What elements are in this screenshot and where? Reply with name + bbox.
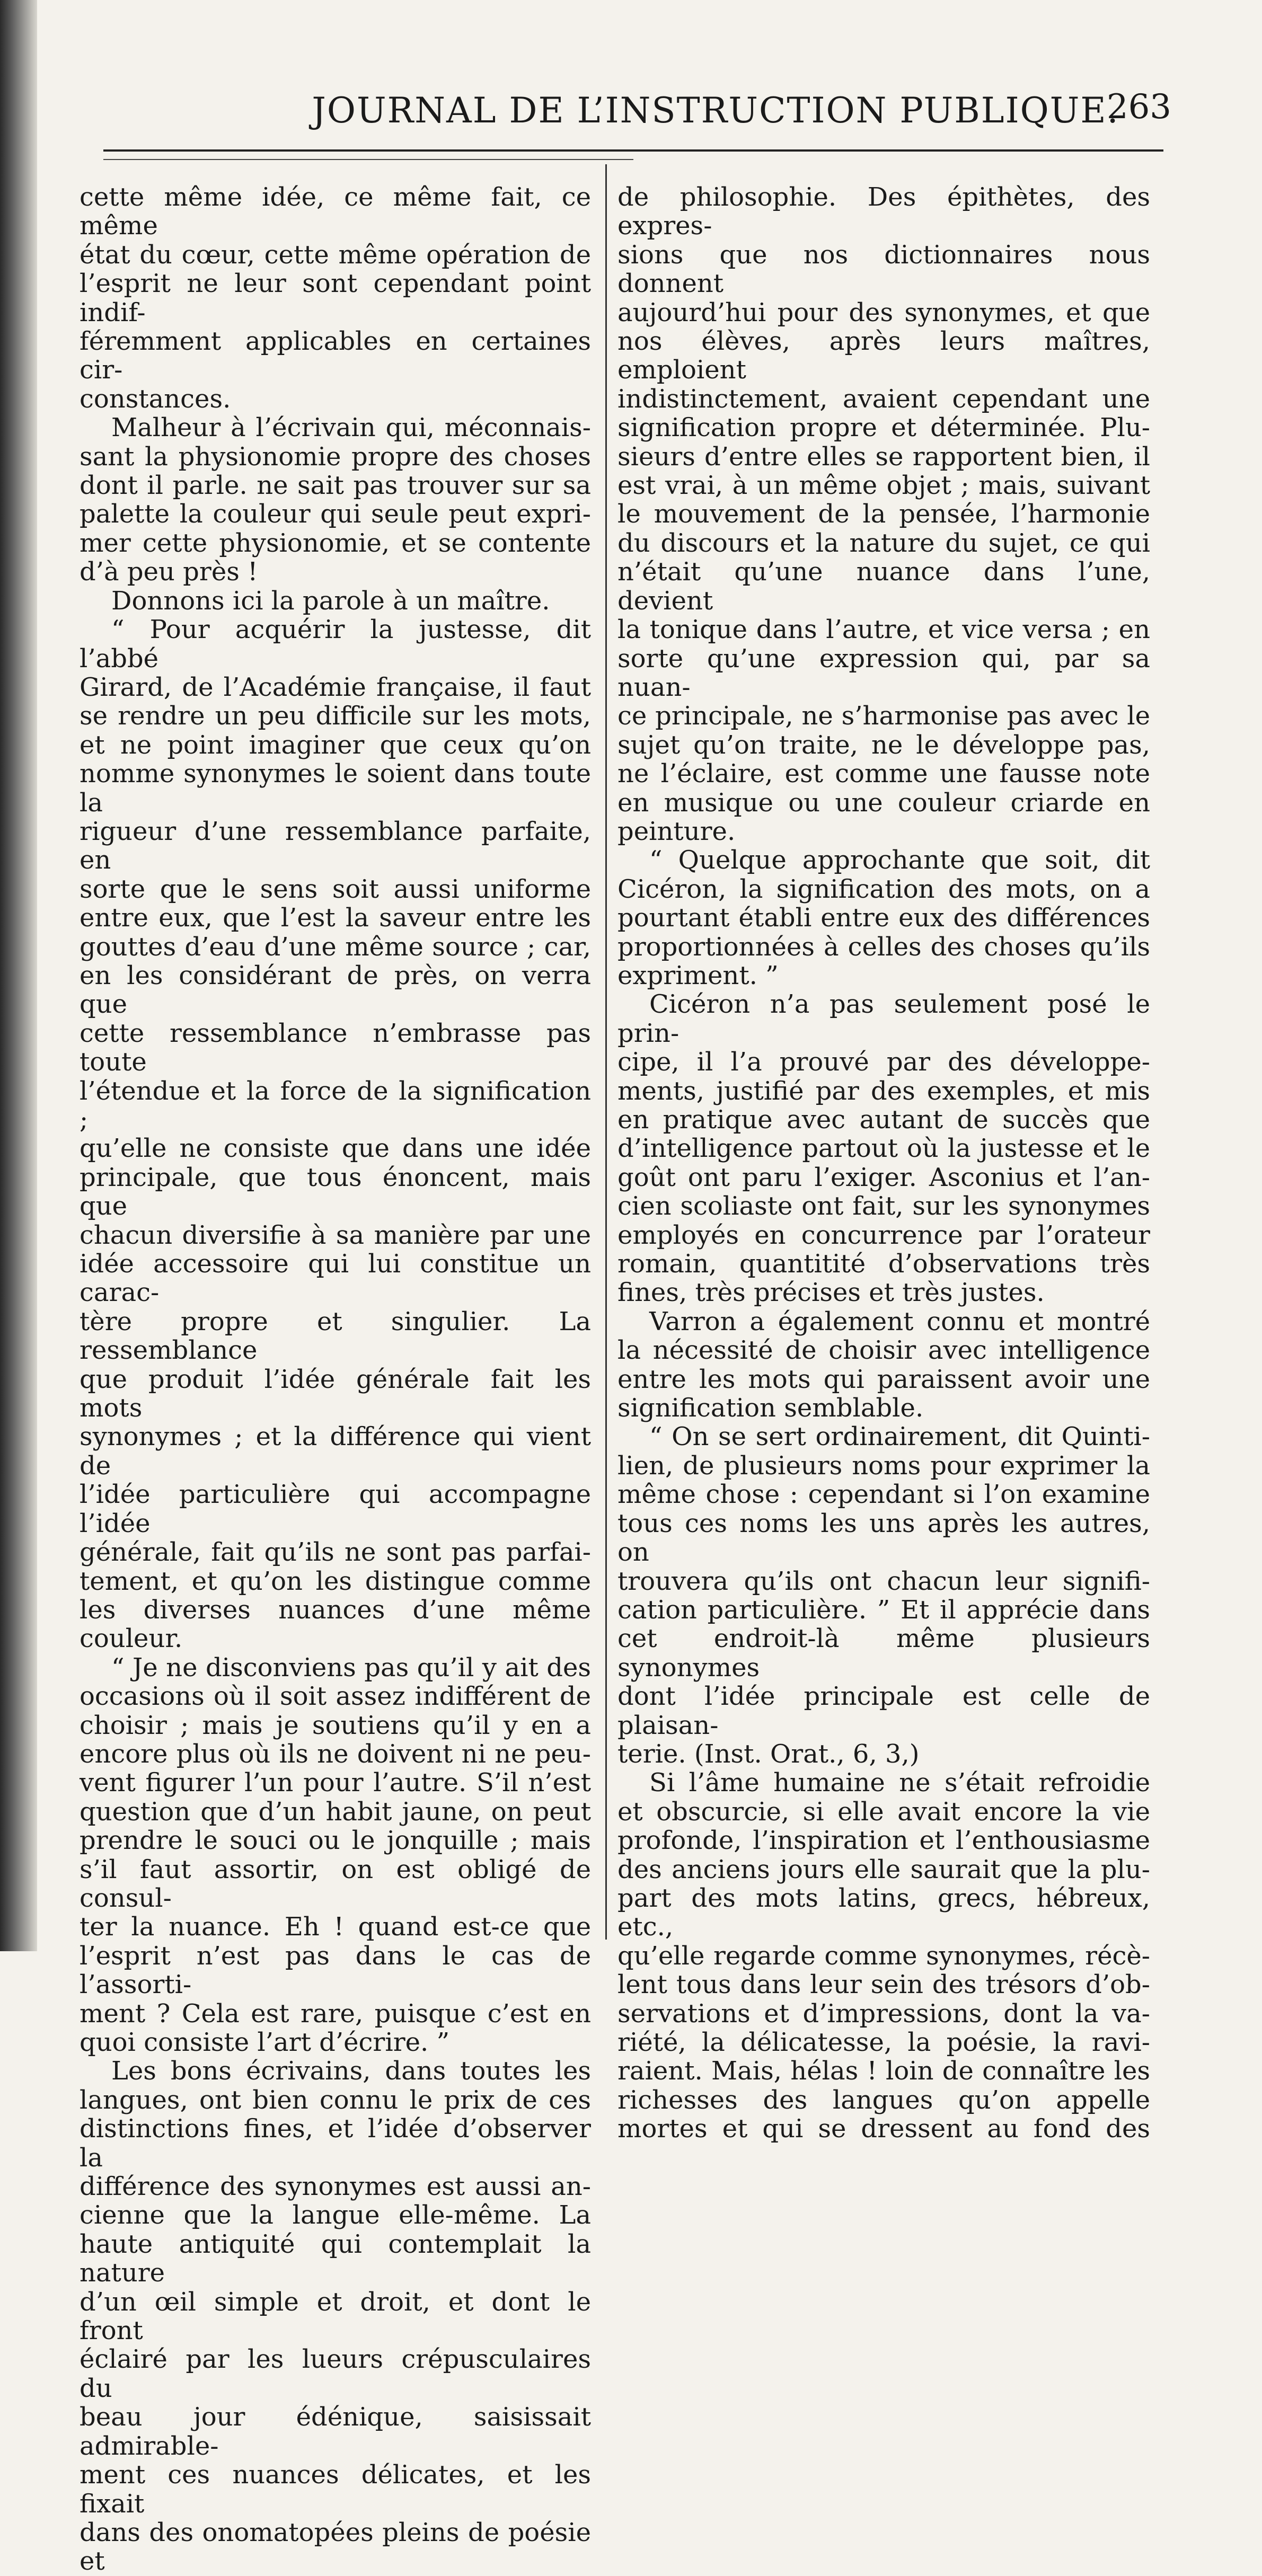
text-line: d’à peu près ! — [80, 557, 258, 587]
text-line: ment ? Cela est rare, puisque c’est en — [80, 1998, 591, 2029]
text-line: tère propre et singulier. La ressemblance — [80, 1306, 591, 1366]
running-header: JOURNAL DE L’INSTRUCTION PUBLIQUE. — [312, 90, 1119, 131]
text-line: choisir ; mais je soutiens qu’il y en a — [80, 1710, 591, 1740]
text-line: lien, de plusieurs noms pour exprimer la — [617, 1450, 1150, 1481]
text-line: et ne point imaginer que ceux qu’on — [80, 730, 591, 760]
text-line: occasions où il soit assez indifférent de — [80, 1681, 591, 1712]
text-line: employés en concurrence par l’orateur — [617, 1220, 1150, 1250]
text-line: proportionnées à celles des choses qu’ils — [617, 932, 1150, 962]
text-line: prendre le souci ou le jonquille ; mais — [80, 1826, 591, 1856]
text-line: la tonique dans l’autre, et vice versa ; en — [617, 615, 1150, 645]
text-line: servations et d’impressions, dont la va- — [617, 1998, 1150, 2029]
text-line: Cicéron, la signification des mots, on a — [617, 874, 1150, 904]
text-line: peinture. — [617, 816, 736, 846]
text-line: profonde, l’inspiration et l’enthousiasme — [617, 1826, 1150, 1856]
text-line: en pratique avec autant de succès que — [617, 1105, 1150, 1135]
text-line: richesses des langues qu’on appelle — [617, 2085, 1150, 2115]
text-line: gouttes d’eau d’une même source ; car, — [80, 932, 591, 962]
text-line: se rendre un peu difficile sur les mots, — [80, 701, 591, 731]
text-line: en musique ou une couleur criarde en — [617, 787, 1150, 818]
text-line: l’esprit ne leur sont cependant point indif- — [80, 269, 591, 327]
text-line: état du cœur, cette même opération de — [80, 240, 591, 270]
text-line: générale, fait qu’ils ne sont pas parfai- — [80, 1537, 591, 1568]
text-line: sorte que le sens soit aussi uniforme — [80, 874, 591, 904]
book-spine-edge — [0, 0, 37, 1951]
text-line: riété, la délicatesse, la poésie, la ravi- — [617, 2028, 1150, 2057]
text-line: de philosophie. Des épithètes, des expres- — [617, 182, 1150, 241]
text-line: distinctions fines, et l’idée d’observer la — [80, 2114, 591, 2173]
text-line: goût ont paru l’exiger. Asconius et l’an- — [617, 1162, 1150, 1192]
text-line: sieurs d’entre elles se rapportent bien, il — [617, 441, 1150, 472]
text-line: différence des synonymes est aussi an- — [80, 2172, 591, 2202]
text-line: ments, justifié par des exemples, et mis — [617, 1076, 1150, 1106]
text-line: d’un œil simple et droit, et dont le front — [80, 2287, 591, 2346]
text-line: indistinctement, avaient cependant une — [617, 384, 1150, 414]
text-line: l’esprit n’est pas dans le cas de l’assorti- — [80, 1941, 591, 2000]
text-line: mortes et qui se dressent au fond des — [617, 2114, 1150, 2144]
text-line: Girard, de l’Académie française, il faut — [80, 672, 591, 702]
text-line: sorte qu’une expression qui, par sa nuan- — [617, 643, 1150, 702]
text-line: cien scoliaste ont fait, sur les synonymes — [617, 1191, 1150, 1221]
text-line: “ Pour acquérir la justesse, dit l’abbé — [80, 615, 591, 674]
text-line: des anciens jours elle saurait que la plu- — [617, 1854, 1150, 1884]
text-line: ne l’éclaire, est comme une fausse note — [617, 759, 1150, 789]
text-line: aujourd’hui pour des synonymes, et que — [617, 297, 1150, 327]
text-line: expriment. ” — [617, 960, 779, 990]
text-line: quoi consiste l’art d’écrire. ” — [80, 2028, 450, 2057]
text-line: dont l’idée principale est celle de plaisan- — [617, 1681, 1150, 1740]
text-line: chacun diversifie à sa manière par une — [80, 1220, 591, 1250]
text-line: idée accessoire qui lui constitue un carac- — [80, 1249, 591, 1308]
text-line: Malheur à l’écrivain qui, méconnais- — [111, 413, 591, 443]
text-line: langues, ont bien connu le prix de ces — [80, 2085, 591, 2115]
text-line: dont il parle. ne sait pas trouver sur sa — [80, 471, 591, 501]
text-line: l’étendue et la force de la signification ; — [80, 1076, 591, 1135]
text-line: nos élèves, après leurs maîtres, emploient — [617, 326, 1150, 385]
text-line: du discours et la nature du sujet, ce qui — [617, 528, 1150, 558]
text-line: romain, quantitité d’observations très — [617, 1249, 1150, 1279]
text-line: Cicéron n’a pas seulement posé le prin- — [617, 989, 1150, 1048]
text-line: cette ressemblance n’embrasse pas toute — [80, 1018, 591, 1077]
text-line: le mouvement de la pensée, l’harmonie — [617, 499, 1150, 529]
text-line: fines, très précises et très justes. — [617, 1278, 1045, 1308]
text-line: en les considérant de près, on verra que — [80, 960, 591, 1020]
text-line: haute antiquité qui contemplait la nature — [80, 2229, 591, 2288]
text-line: est vrai, à un même objet ; mais, suivant — [617, 471, 1150, 501]
text-line: lent tous dans leur sein des trésors d’ob- — [617, 1970, 1150, 2000]
text-line: Donnons ici la parole à un maître. — [111, 586, 550, 616]
text-line: ter la nuance. Eh ! quand est-ce que — [80, 1912, 591, 1942]
header-rule — [103, 149, 1163, 152]
text-line: part des mots latins, grecs, hébreux, etc., — [617, 1883, 1150, 1942]
text-line: nomme synonymes le soient dans toute la — [80, 759, 591, 818]
text-line: pourtant établi entre eux des différences — [617, 903, 1150, 933]
text-line: synonymes ; et la différence qui vient de — [80, 1422, 591, 1481]
text-line: “ On se sert ordinairement, dit Quinti- — [649, 1422, 1150, 1452]
right-column — [617, 183, 1150, 2144]
text-line: raient. Mais, hélas ! loin de connaître les — [617, 2056, 1150, 2086]
text-line: féremment applicables en certaines cir- — [80, 326, 591, 385]
text-line: vent figurer l’un pour l’autre. S’il n’est — [80, 1768, 591, 1798]
text-line: signification semblable. — [617, 1393, 924, 1423]
text-line: beau jour édénique, saisissait admirable- — [80, 2402, 591, 2461]
text-line: palette la couleur qui seule peut expri- — [80, 499, 591, 529]
text-line: Si l’âme humaine ne s’était refroidie — [649, 1768, 1150, 1798]
page-number: 263 — [1106, 87, 1171, 127]
left-column — [80, 183, 591, 2576]
text-line: question que d’un habit jaune, on peut — [80, 1796, 591, 1827]
text-line: ce principale, ne s’harmonise pas avec le — [617, 701, 1150, 731]
text-line: dans des onomatopées pleins de poésie et — [80, 2517, 591, 2576]
text-line: l’idée particulière qui accompagne l’idée — [80, 1480, 591, 1538]
text-line: tous ces noms les uns après les autres, on — [617, 1508, 1150, 1568]
text-line: sant la physionomie propre des choses — [80, 441, 591, 472]
text-line: qu’elle regarde comme synonymes, récè- — [617, 1941, 1150, 1971]
text-line: n’était qu’une nuance dans l’une, devient — [617, 557, 1150, 616]
text-line: entre eux, que l’est la saveur entre les — [80, 903, 591, 933]
text-line: cipe, il l’a prouvé par des développe- — [617, 1047, 1150, 1077]
text-line: “ Je ne disconviens pas qu’il y ait des — [111, 1652, 591, 1683]
text-line: cation particulière. ” Et il apprécie dans — [617, 1595, 1150, 1625]
text-line: Les bons écrivains, dans toutes les — [111, 2056, 591, 2086]
text-line: entre les mots qui paraissent avoir une — [617, 1364, 1150, 1394]
text-line: que produit l’idée générale fait les mots — [80, 1364, 591, 1423]
column-divider — [605, 164, 607, 1940]
text-line: “ Quelque approchante que soit, dit — [649, 845, 1150, 875]
text-line: même chose : cependant si l’on examine — [617, 1480, 1150, 1510]
text-line: principale, que tous énoncent, mais que — [80, 1162, 591, 1221]
text-line: cienne que la langue elle-même. La — [80, 2200, 591, 2230]
text-line: tement, et qu’on les distingue comme — [80, 1566, 591, 1596]
header-rule-thin — [103, 159, 633, 160]
text-line: sujet qu’on traite, ne le développe pas, — [617, 730, 1150, 760]
text-line: terie. (Inst. Orat., 6, 3,) — [617, 1739, 920, 1769]
text-line: la nécessité de choisir avec intelligence — [617, 1335, 1150, 1366]
text-line: cette même idée, ce même fait, ce même — [80, 182, 591, 241]
text-line: constances. — [80, 384, 231, 414]
text-line: s’il faut assortir, on est obligé de consul- — [80, 1854, 591, 1913]
text-line: Varron a également connu et montré — [649, 1306, 1150, 1336]
text-line: ment ces nuances délicates, et les fixait — [80, 2460, 591, 2519]
text-line: sions que nos dictionnaires nous donnent — [617, 240, 1150, 299]
text-line: mer cette physionomie, et se contente — [80, 528, 591, 558]
text-line: signification propre et déterminée. Plu- — [617, 413, 1150, 443]
text-line: rigueur d’une ressemblance parfaite, en — [80, 816, 591, 875]
text-line: cet endroit-là même plusieurs synonymes — [617, 1624, 1150, 1683]
text-line: éclairé par les lueurs crépusculaires du — [80, 2344, 591, 2403]
text-line: qu’elle ne consiste que dans une idée — [80, 1134, 591, 1164]
text-line: et obscurcie, si elle avait encore la vie — [617, 1796, 1150, 1827]
text-line: encore plus où ils ne doivent ni ne peu- — [80, 1739, 591, 1769]
text-line: trouvera qu’ils ont chacun leur signifi- — [617, 1566, 1150, 1596]
text-line: d’intelligence partout où la justesse et le — [617, 1134, 1150, 1164]
text-line: les diverses nuances d’une même couleur. — [80, 1595, 591, 1654]
